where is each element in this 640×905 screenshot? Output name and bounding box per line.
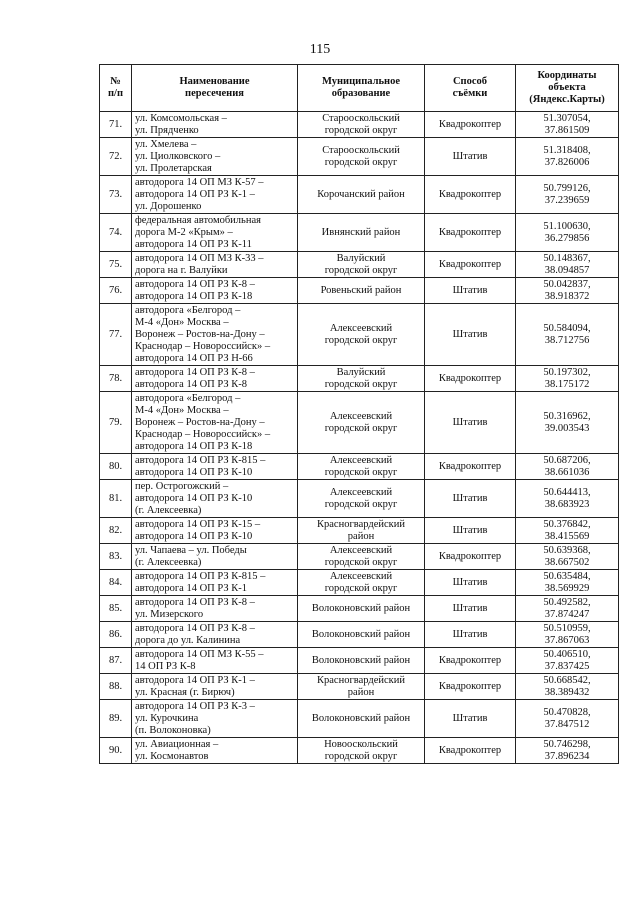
municipality-line: Алексеевский <box>329 486 393 498</box>
row-number: 90. <box>100 738 132 764</box>
intersection-name-line: автодорога 14 ОП РЗ К-1 – <box>135 674 255 686</box>
municipality <box>298 674 425 700</box>
municipality-line: Красногвардейский <box>317 674 405 686</box>
intersection-name-line: автодорога 14 ОП РЗ К-815 – <box>135 454 266 466</box>
coordinate-line: 38.175172 <box>544 378 590 390</box>
municipality-line: городской округ <box>324 422 398 434</box>
coordinates <box>516 622 619 648</box>
intersection-name <box>132 738 298 764</box>
municipality <box>298 480 425 518</box>
intersection-name-line: 14 ОП РЗ К-8 <box>135 660 196 672</box>
row-number: 85. <box>100 596 132 622</box>
coordinates <box>516 700 619 738</box>
row-number: 84. <box>100 570 132 596</box>
municipality <box>298 278 425 304</box>
municipality <box>298 518 425 544</box>
coordinates <box>516 570 619 596</box>
intersection-name-line: автодорога 14 ОП РЗ К-18 <box>135 290 253 302</box>
coordinate-line: 50.799126, <box>543 182 591 194</box>
intersection-name-line: автодорога 14 ОП РЗ Н-66 <box>135 352 253 364</box>
municipality-line: городской округ <box>324 750 398 762</box>
intersection-name-line: автодорога 14 ОП РЗ К-1 – <box>135 188 255 200</box>
coordinate-line: 50.148367, <box>543 252 591 264</box>
municipality <box>298 648 425 674</box>
intersection-name <box>132 252 298 278</box>
coordinate-line: 50.635484, <box>543 570 591 582</box>
municipality-line: городской округ <box>324 264 398 276</box>
municipality-line: городской округ <box>324 466 398 478</box>
coordinate-line: 38.712756 <box>544 334 590 346</box>
municipality-line: Волоконовский район <box>311 602 411 614</box>
intersection-name-line: автодорога «Белгород – <box>135 392 241 404</box>
intersection-name-line: автодорога 14 ОП РЗ К-10 <box>135 492 253 504</box>
intersection-name <box>132 454 298 480</box>
coordinates <box>516 454 619 480</box>
table-row <box>100 648 619 674</box>
intersection-name-line: ул. Авиационная – <box>135 738 219 750</box>
intersection-name-line: ул. Красная (г. Бирюч) <box>135 686 235 698</box>
row-number: 82. <box>100 518 132 544</box>
survey-method: Штатив <box>425 304 516 366</box>
municipality-line: Алексеевский <box>329 454 393 466</box>
municipality-line: Валуйский <box>336 252 386 264</box>
coordinate-line: 37.239659 <box>544 194 590 206</box>
intersection-name-line: автодорога 14 ОП РЗ К-10 <box>135 530 253 542</box>
intersection-name-line: автодорога 14 ОП МЗ К-33 – <box>135 252 264 264</box>
intersection-name-line: автодорога 14 ОП РЗ К-815 – <box>135 570 266 582</box>
coordinate-line: 50.197302, <box>543 366 591 378</box>
intersection-name <box>132 366 298 392</box>
coordinate-line: 38.094857 <box>544 264 590 276</box>
coordinate-line: 37.896234 <box>544 750 590 762</box>
municipality-line: городской округ <box>324 582 398 594</box>
coordinate-line: 50.668542, <box>543 674 591 686</box>
table-row <box>100 366 619 392</box>
coordinate-line: 51.307054, <box>543 112 591 124</box>
table-row <box>100 622 619 648</box>
intersection-name-line: ул. Хмелева – <box>135 138 197 150</box>
coordinate-line: 38.683923 <box>544 498 590 510</box>
intersection-name-line: М-4 «Дон» Москва – <box>135 316 229 328</box>
coordinate-line: 50.042837, <box>543 278 591 290</box>
row-number: 87. <box>100 648 132 674</box>
coordinate-line: 50.746298, <box>543 738 591 750</box>
intersection-name-line: автодорога 14 ОП РЗ К-18 <box>135 440 253 452</box>
row-number: 83. <box>100 544 132 570</box>
municipality-line: Алексеевский <box>329 544 393 556</box>
intersection-name-line: ул. Пролетарская <box>135 162 212 174</box>
coordinate-line: 51.100630, <box>543 220 591 232</box>
municipality <box>298 252 425 278</box>
coordinates <box>516 278 619 304</box>
table-row <box>100 278 619 304</box>
intersection-name <box>132 176 298 214</box>
coordinate-line: 50.376842, <box>543 518 591 530</box>
intersection-name-line: ул. Прядченко <box>135 124 199 136</box>
intersection-name <box>132 518 298 544</box>
row-number: 80. <box>100 454 132 480</box>
intersection-name-line: автодорога 14 ОП РЗ К-8 – <box>135 366 255 378</box>
table-row <box>100 700 619 738</box>
intersection-name-line: Воронеж – Ростов-на-Дону – <box>135 416 265 428</box>
coordinate-line: 50.639368, <box>543 544 591 556</box>
table-row <box>100 454 619 480</box>
intersection-name-line: автодорога 14 ОП РЗ К-8 <box>135 378 247 390</box>
municipality <box>298 596 425 622</box>
survey-method: Квадрокоптер <box>425 544 516 570</box>
survey-method: Штатив <box>425 138 516 176</box>
intersection-name <box>132 648 298 674</box>
table-row <box>100 674 619 700</box>
intersection-name-line: автодорога 14 ОП МЗ К-57 – <box>135 176 264 188</box>
row-number: 76. <box>100 278 132 304</box>
table-row <box>100 138 619 176</box>
table-row <box>100 544 619 570</box>
municipality-line: Волоконовский район <box>311 654 411 666</box>
coordinate-line: 37.867063 <box>544 634 590 646</box>
intersection-name-line: автодорога 14 ОП РЗ К-11 <box>135 238 252 250</box>
coordinate-line: 38.389432 <box>544 686 590 698</box>
coordinates <box>516 544 619 570</box>
municipality-line: Ивнянский район <box>321 226 401 238</box>
survey-method: Штатив <box>425 278 516 304</box>
municipality <box>298 622 425 648</box>
survey-method: Квадрокоптер <box>425 112 516 138</box>
municipality <box>298 392 425 454</box>
coordinate-line: 51.318408, <box>543 144 591 156</box>
coordinate-line: 50.316962, <box>543 410 591 422</box>
coordinate-line: 37.874247 <box>544 608 590 620</box>
table-row <box>100 214 619 252</box>
coordinates <box>516 596 619 622</box>
coordinates <box>516 112 619 138</box>
coordinate-line: 39.003543 <box>544 422 590 434</box>
municipality-line: Новооскольский <box>324 738 398 750</box>
municipality <box>298 544 425 570</box>
table-row <box>100 596 619 622</box>
header-number: № п/п <box>100 65 132 112</box>
coordinate-line: 38.918372 <box>544 290 590 302</box>
intersection-name <box>132 700 298 738</box>
row-number: 72. <box>100 138 132 176</box>
survey-method: Штатив <box>425 518 516 544</box>
intersection-name <box>132 214 298 252</box>
intersection-name-line: М-4 «Дон» Москва – <box>135 404 229 416</box>
coordinate-line: 50.492582, <box>543 596 591 608</box>
intersection-name-line: ул. Чапаева – ул. Победы <box>135 544 247 556</box>
coordinates <box>516 480 619 518</box>
municipality-line: городской округ <box>324 156 398 168</box>
table-header-row <box>100 65 619 112</box>
intersection-name-line: пер. Острогожский – <box>135 480 229 492</box>
table-row <box>100 392 619 454</box>
row-number: 79. <box>100 392 132 454</box>
municipality-line: городской округ <box>324 498 398 510</box>
municipality-line: Старооскольский <box>322 112 400 124</box>
coordinate-line: 38.415569 <box>544 530 590 542</box>
coordinates <box>516 392 619 454</box>
survey-method: Квадрокоптер <box>425 674 516 700</box>
intersection-name <box>132 392 298 454</box>
survey-method: Квадрокоптер <box>425 738 516 764</box>
row-number: 73. <box>100 176 132 214</box>
intersection-name-line: ул. Комсомольская – <box>135 112 227 124</box>
intersection-name-line: ул. Космонавтов <box>135 750 209 762</box>
intersection-name-line: Краснодар – Новороссийск» – <box>135 340 271 352</box>
municipality-line: район <box>347 686 375 698</box>
municipality-line: городской округ <box>324 378 398 390</box>
intersection-name <box>132 304 298 366</box>
municipality <box>298 738 425 764</box>
table-row <box>100 176 619 214</box>
intersection-name-line: автодорога 14 ОП РЗ К-8 – <box>135 596 255 608</box>
table-row <box>100 252 619 278</box>
coordinate-line: 50.406510, <box>543 648 591 660</box>
header-method: Способ съёмки <box>425 65 516 112</box>
intersection-name-line: автодорога 14 ОП МЗ К-55 – <box>135 648 264 660</box>
coordinate-line: 36.279856 <box>544 232 590 244</box>
coordinates <box>516 674 619 700</box>
row-number: 81. <box>100 480 132 518</box>
coordinate-line: 50.470828, <box>543 706 591 718</box>
intersection-name-line: федеральная автомобильная <box>135 214 261 226</box>
municipality <box>298 112 425 138</box>
row-number: 88. <box>100 674 132 700</box>
table-row <box>100 480 619 518</box>
survey-method: Штатив <box>425 700 516 738</box>
coordinates <box>516 252 619 278</box>
intersection-name-line: Краснодар – Новороссийск» – <box>135 428 271 440</box>
survey-method: Квадрокоптер <box>425 366 516 392</box>
row-number: 74. <box>100 214 132 252</box>
header-name: Наименование пересечения <box>132 65 298 112</box>
intersection-name-line: автодорога 14 ОП РЗ К-10 <box>135 466 253 478</box>
coordinate-line: 38.661036 <box>544 466 590 478</box>
municipality-line: Корочанский район <box>317 188 405 200</box>
municipality-line: городской округ <box>324 556 398 568</box>
municipality-line: городской округ <box>324 124 398 136</box>
intersection-name-line: автодорога 14 ОП РЗ К-8 – <box>135 622 255 634</box>
survey-method: Штатив <box>425 596 516 622</box>
coordinates <box>516 138 619 176</box>
coordinates <box>516 648 619 674</box>
municipality-line: Волоконовский район <box>311 712 411 724</box>
row-number: 75. <box>100 252 132 278</box>
coordinate-line: 38.569929 <box>544 582 590 594</box>
survey-method: Штатив <box>425 480 516 518</box>
intersection-name-line: (г. Алексеевка) <box>135 504 202 516</box>
municipality-line: Ровеньский район <box>320 284 402 296</box>
municipality-line: район <box>347 530 375 542</box>
municipality <box>298 570 425 596</box>
intersection-name <box>132 138 298 176</box>
coordinate-line: 50.510959, <box>543 622 591 634</box>
header-municipality: Муниципальное образование <box>298 65 425 112</box>
survey-method: Штатив <box>425 570 516 596</box>
coordinates <box>516 518 619 544</box>
municipality-line: Алексеевский <box>329 570 393 582</box>
header-coordinates: Координаты объекта (Яндекс.Карты) <box>516 65 619 112</box>
table-row <box>100 112 619 138</box>
survey-method: Штатив <box>425 392 516 454</box>
intersection-name <box>132 112 298 138</box>
coordinate-line: 50.687206, <box>543 454 591 466</box>
coordinate-line: 50.644413, <box>543 486 591 498</box>
coordinate-line: 37.847512 <box>544 718 590 730</box>
intersection-name <box>132 544 298 570</box>
municipality-line: Валуйский <box>336 366 386 378</box>
intersection-name <box>132 622 298 648</box>
intersection-name-line: ул. Циолковского – <box>135 150 221 162</box>
intersection-name-line: автодорога 14 ОП РЗ К-15 – <box>135 518 261 530</box>
intersection-name <box>132 596 298 622</box>
intersection-name-line: (г. Алексеевка) <box>135 556 202 568</box>
municipality-line: городской округ <box>324 334 398 346</box>
survey-method: Квадрокоптер <box>425 176 516 214</box>
coordinates <box>516 366 619 392</box>
municipality <box>298 138 425 176</box>
intersection-name <box>132 570 298 596</box>
intersection-name-line: ул. Курочкина <box>135 712 199 724</box>
coordinate-line: 37.861509 <box>544 124 590 136</box>
municipality <box>298 304 425 366</box>
municipality <box>298 176 425 214</box>
intersections-table <box>99 64 619 764</box>
survey-method: Квадрокоптер <box>425 252 516 278</box>
table-row <box>100 518 619 544</box>
table-row <box>100 304 619 366</box>
intersection-name-line: Воронеж – Ростов-на-Дону – <box>135 328 265 340</box>
page-number: 115 <box>309 42 331 57</box>
survey-method: Квадрокоптер <box>425 648 516 674</box>
intersection-name-line: ул. Дорошенко <box>135 200 202 212</box>
municipality-line: Старооскольский <box>322 144 400 156</box>
row-number: 78. <box>100 366 132 392</box>
intersection-name-line: автодорога 14 ОП РЗ К-8 – <box>135 278 255 290</box>
coordinates <box>516 214 619 252</box>
table-row <box>100 570 619 596</box>
municipality-line: Красногвардейский <box>317 518 405 530</box>
intersection-name-line: (п. Волоконовка) <box>135 724 211 736</box>
intersection-name-line: дорога до ул. Калинина <box>135 634 241 646</box>
coordinate-line: 38.667502 <box>544 556 590 568</box>
row-number: 89. <box>100 700 132 738</box>
coordinates <box>516 738 619 764</box>
survey-method: Квадрокоптер <box>425 214 516 252</box>
municipality <box>298 454 425 480</box>
coordinate-line: 37.826006 <box>544 156 590 168</box>
intersection-name-line: автодорога 14 ОП РЗ К-3 – <box>135 700 255 712</box>
row-number: 77. <box>100 304 132 366</box>
row-number: 86. <box>100 622 132 648</box>
survey-method: Штатив <box>425 622 516 648</box>
municipality <box>298 366 425 392</box>
coordinate-line: 50.584094, <box>543 322 591 334</box>
municipality-line: Алексеевский <box>329 410 393 422</box>
municipality-line: Волоконовский район <box>311 628 411 640</box>
coordinates <box>516 304 619 366</box>
intersection-name-line: автодорога 14 ОП РЗ К-1 <box>135 582 247 594</box>
municipality <box>298 700 425 738</box>
intersection-name-line: ул. Мизерского <box>135 608 204 620</box>
intersection-name-line: дорога на г. Валуйки <box>135 264 228 276</box>
municipality-line: Алексеевский <box>329 322 393 334</box>
coordinates <box>516 176 619 214</box>
intersection-name-line: автодорога «Белгород – <box>135 304 241 316</box>
table-row <box>100 738 619 764</box>
intersection-name <box>132 278 298 304</box>
intersection-name <box>132 480 298 518</box>
intersection-name <box>132 674 298 700</box>
municipality <box>298 214 425 252</box>
coordinate-line: 37.837425 <box>544 660 590 672</box>
intersection-name-line: дорога М-2 «Крым» – <box>135 226 233 238</box>
survey-method: Квадрокоптер <box>425 454 516 480</box>
row-number: 71. <box>100 112 132 138</box>
